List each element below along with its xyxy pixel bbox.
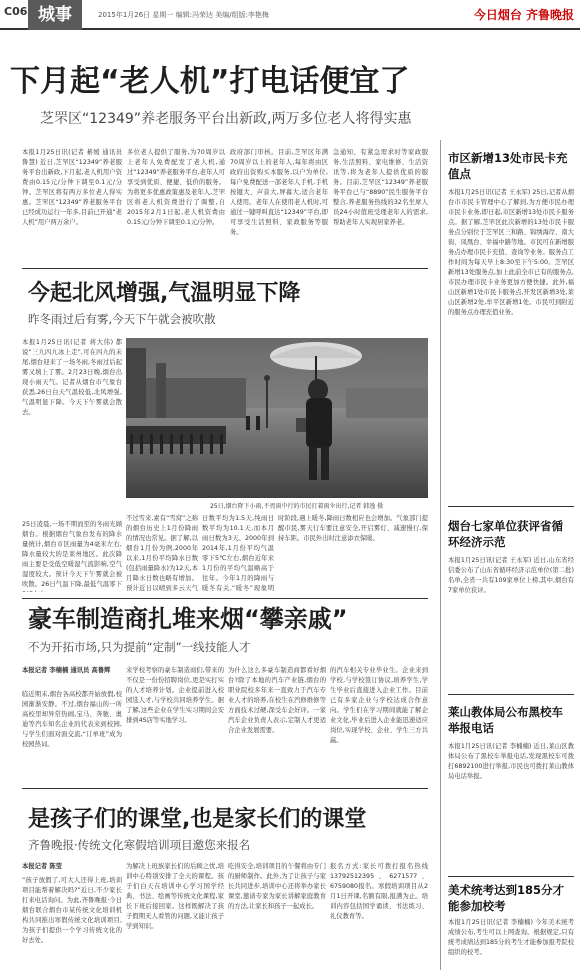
photo-caption: 25日,烟台降下小雨,不畏雨中行的市民打着雨伞出行,记者 韩逸 摄 xyxy=(210,503,384,510)
article1-title: 下月起“老人机”打电话便宜了 xyxy=(10,64,410,99)
article4-col4: 报名方式:家长可拨打报名热线13792512395、6271577、6759080报名。寒假培训项目从2月1日开课,名额有限,报满为止。培训内容包括国学诵读、书法练习、礼仪教育等。 xyxy=(330,863,428,920)
article2-title: 今起北风增强,气温明显下降 xyxy=(28,281,301,306)
article2-col2: 25日凌晨,一场不期而至的冬雨光顾烟台。根据烟台气象台发布的降水量统计,烟台市区雨量为4毫米左右,降水量较大的是莱州地区。此次降雨主要是受低空暖湿气流影响,空气湿度较大。预计今天下午雾就会被吹散。26日气温下降,最低气温零下 xyxy=(22,521,122,588)
article2-subtitle: 昨冬雨过后有雾,今天下午就会被吹散 xyxy=(28,312,216,326)
rain-street-photo xyxy=(126,338,428,498)
article4-col2: 为解决上班族家长们的后顾之忧,培训中心特别安排了全天的课程。孩子们白天在培训中心学习国学经典、书法、绘画等传统文化课程,家长下班后接回家。这样既解决了孩子假期无人看管的问题,又能让孩子学到知识。 xyxy=(126,863,224,930)
article4-title: 是孩子们的课堂,也是家长们的课堂 xyxy=(28,807,367,832)
divider xyxy=(22,788,428,789)
brand-logo: 今日烟台 齐鲁晚报 xyxy=(473,8,574,22)
divider xyxy=(448,694,574,695)
article1-col3: 政府部门审核。目前,芝罘区年满70周岁以上的老年人,每年将由区政府出资购买本服务,以户为单位,每户免费配送一部老年人手机,手机按键大、声音大,屏幕大,适合老年人使用。老年人在使用老人机时,可通过一键呼叫直达“12349”平台,即可享受生活照料、家政服务等服务。 xyxy=(230,149,328,236)
article3-col2: 来学校考察的豪车制造商们,带来的不仅是一份份招聘岗位,更是实打实的人才培养计划。企业提前进入校园选人才,与学校共同培养学生。据了解,这些企业在学生实习期间会安排到4S店等实地学习。 xyxy=(126,667,224,724)
divider xyxy=(448,506,574,507)
article4-subtitle: 齐鲁晚报·传统文化寒假培训项目邀您来报名 xyxy=(28,838,251,852)
article2-col4: 日数平均为1.5天,纯雨日数平均为10.1天,而本月雨日数为3天。2000年到2014年,1月份平均气温零下5℃左右,烟台近年来1月份的平均气温略高于往年。今年1月的降雨与暖冬有关,“暖冬”现象明 xyxy=(202,515,274,592)
side3-title: 莱山教体局公布黑校车举报电话 xyxy=(448,705,563,735)
article3-col3: 为什么这么多豪车制造商都看好烟台?除了本地的汽车产业链,烟台的职业院校多年来一直致力于汽车专业人才的培养,在校生在汽修维修等方面技术过硬,深受车企好评。一家汽车企业负责人表示,定制人才更适合企业发展需要。 xyxy=(228,667,326,734)
article3-byline: 本报记者 李楠楠 通讯员 高鲁辉 xyxy=(22,667,111,674)
article3-col4: 的汽车相关专业毕业生。企业来到学校,与学校签订协议,培养学生,学生毕业后直接进入企业工作。目前已有多家企业与学校达成合作意向。学生们在学习期间就能了解企业文化,毕业后进入企业能迅速适应岗位,实现学校、企业、学生三方共赢。 xyxy=(330,667,428,744)
page-number: C06 xyxy=(4,5,28,18)
article4-col1: “孩子放假了,可大人还得上班,培训项目能帮着解决吗?”近日,不少家长打来电话询问。为此,齐鲁晚报·今日烟台联合烟台市某传统文化培训机构共同推出寒假传统文化培训项目,为孩子们提供一个学习传统文化的好去处。 xyxy=(22,877,122,944)
divider xyxy=(448,876,574,877)
article2-col1: 本报1月25日讯(记者 蒋大伟) 都说“三九四九冰上走”,可在四九的末尾,烟台迎来了一场冬雨,冬雨过后起雾又填上了雾。2月23日晚,烟台出现小雨天气。记者从烟台市气象台获悉,26日白天气温较低,北风增强,气温明显下降。今天下午雾就会散去。 xyxy=(22,339,122,416)
side4-title: 美术统考达到185分才能参加校考 xyxy=(448,883,565,913)
rain-street-photo-art xyxy=(126,338,428,498)
section-tab: 城事 xyxy=(28,0,82,30)
side1-body: 本报1月25日讯(记者 王永军) 25日,记者从烟台市市民卡管理中心了解到,为方便市民办理市民卡业务,即日起,市区新增13处市民卡服务点。据了解,芝罘区此次新增的13处市民卡服务点分别位于芝罘区三和路、锦绣海岸、南大街、凤凰台、幸福中路等地。市民可在新增服务点办理市民卡充值、查询等业务。服务点工作时间为每天早上8:30至下午5:00。芝罘区新增13处服务点,加上此前全市已有的服务点,市民办理市民卡业务更加方便快捷。此外,福山区新增1处市民卡服务点,开发区新增3处,莱山区新增2处,牟平区新增1处。市民可到附近的服务点办理充值业务。 xyxy=(448,189,574,316)
article4-byline: 本报记者 陈莹 xyxy=(22,863,62,870)
side2-body: 本报1月25日讯(记者 王永军) 近日,山东省经信委公布了山东省循环经济示范单位(第二批)名单,全省一共有109家单位上榜,其中,烟台有7家单位获评。 xyxy=(448,557,574,594)
article3-col1: 临近期末,烟台各高校都开始放假,校园渐渐安静。不过,烟台福山的一所高校里却异常热闹,宝马、奔驰、奥迪等汽车知名企业的代表来到校园,与学生们面对面交流,“订单班”成为校园热词。 xyxy=(22,691,122,748)
article1-col4: 急通知、有紧急需求时等家政服务,生活照料、家电维修、生活资讯等,将为老年人提供优质的服务。目前,芝罘区“12349”养老服务平台已与“8890”民生服务平台整合,养老服务热线的32名坐席人员24小时值班受理老年人的需求,帮助老年人实现居家养老。 xyxy=(333,149,428,226)
article3-subtitle: 不为开拓市场,只为提前“定制”一线技能人才 xyxy=(28,640,251,654)
article2-col5: 时阶段,遇上暖冬,降雨日数相应也会增加。气象部门提醒市民,雾天行车要注意安全,开启雾灯、减速慢行,保持车距。市民外出时注意添衣保暖。 xyxy=(278,515,428,542)
article3-title: 豪车制造商扎堆来烟“攀亲戚” xyxy=(28,605,348,633)
side1-title: 市区新增13处市民卡充值点 xyxy=(448,151,568,181)
article1-col2: 多位老人提供了服务,为70周岁以上老年人免费配发了老人机,通过“12349”养老服务平台,老年人可享受到优质、便捷、低价的服务。为将更多优惠政策惠及老年人,芝罘区将老人机资费进行了调整,自2015年2月1日起,老人机资费由0.15元/分钟下调至0.1元/分钟。 xyxy=(127,149,225,226)
article1-col1: 本报1月25日讯(记者 綦媛 通讯员 鲁慧) 近日,芝罘区“12349”养老服务平台出新政,下月起,老人机用户资费由0.15元/分钟下调至0.1元/分钟。芝罘区将有两万多位老人得实惠。芝罘区“12349”养老服务平台已经成功运行一年多,目前已开通“老人机”用户两万余户。 xyxy=(22,149,122,226)
divider xyxy=(22,598,428,599)
article2-col3: 不过雪来,素有“雪窝”之称的烟台历史上1月份降雨的情况也常见。据了解,以烟台1月份为例,2000年以来,1月份平均降水日数(包括雨量降水)为12天,本月降水日数也略有增加。预计近日以晴到多云天气 xyxy=(126,515,198,592)
divider xyxy=(22,268,428,269)
side3-body: 本报1月25日讯(记者 李楠楠) 近日,莱山区教体局公布了黑校车举报电话,发现黑校车可拨打6892100进行举报,市民也可拨打莱山教体局电话举报。 xyxy=(448,743,574,780)
side4-body: 本报1月25日讯(记者 李楠楠) 今年美术统考成绩公布,考生可以上网查询。根据规定,只有统考成绩达到185分的考生才能参加报考院校组织的校考。 xyxy=(448,919,574,956)
article4-col3: 吃得安全,培训项目的午餐将由专门的厨师制作。此外,为了让孩子与家长共同进步,培训中心还将举办家长课堂,邀请专家为家长讲解家庭教育的方法,让家长和孩子一起成长。 xyxy=(228,863,326,910)
article1-subtitle: 芝罘区“12349”养老服务平台出新政,两万多位老人将得实惠 xyxy=(40,111,412,127)
side2-title: 烟台七家单位获评省循环经济示范 xyxy=(448,519,563,549)
masthead-meta: 2015年1月26日 星期一 编辑:冯荣达 美编/组版:李艳梅 xyxy=(98,11,269,19)
column-rule xyxy=(440,140,441,970)
